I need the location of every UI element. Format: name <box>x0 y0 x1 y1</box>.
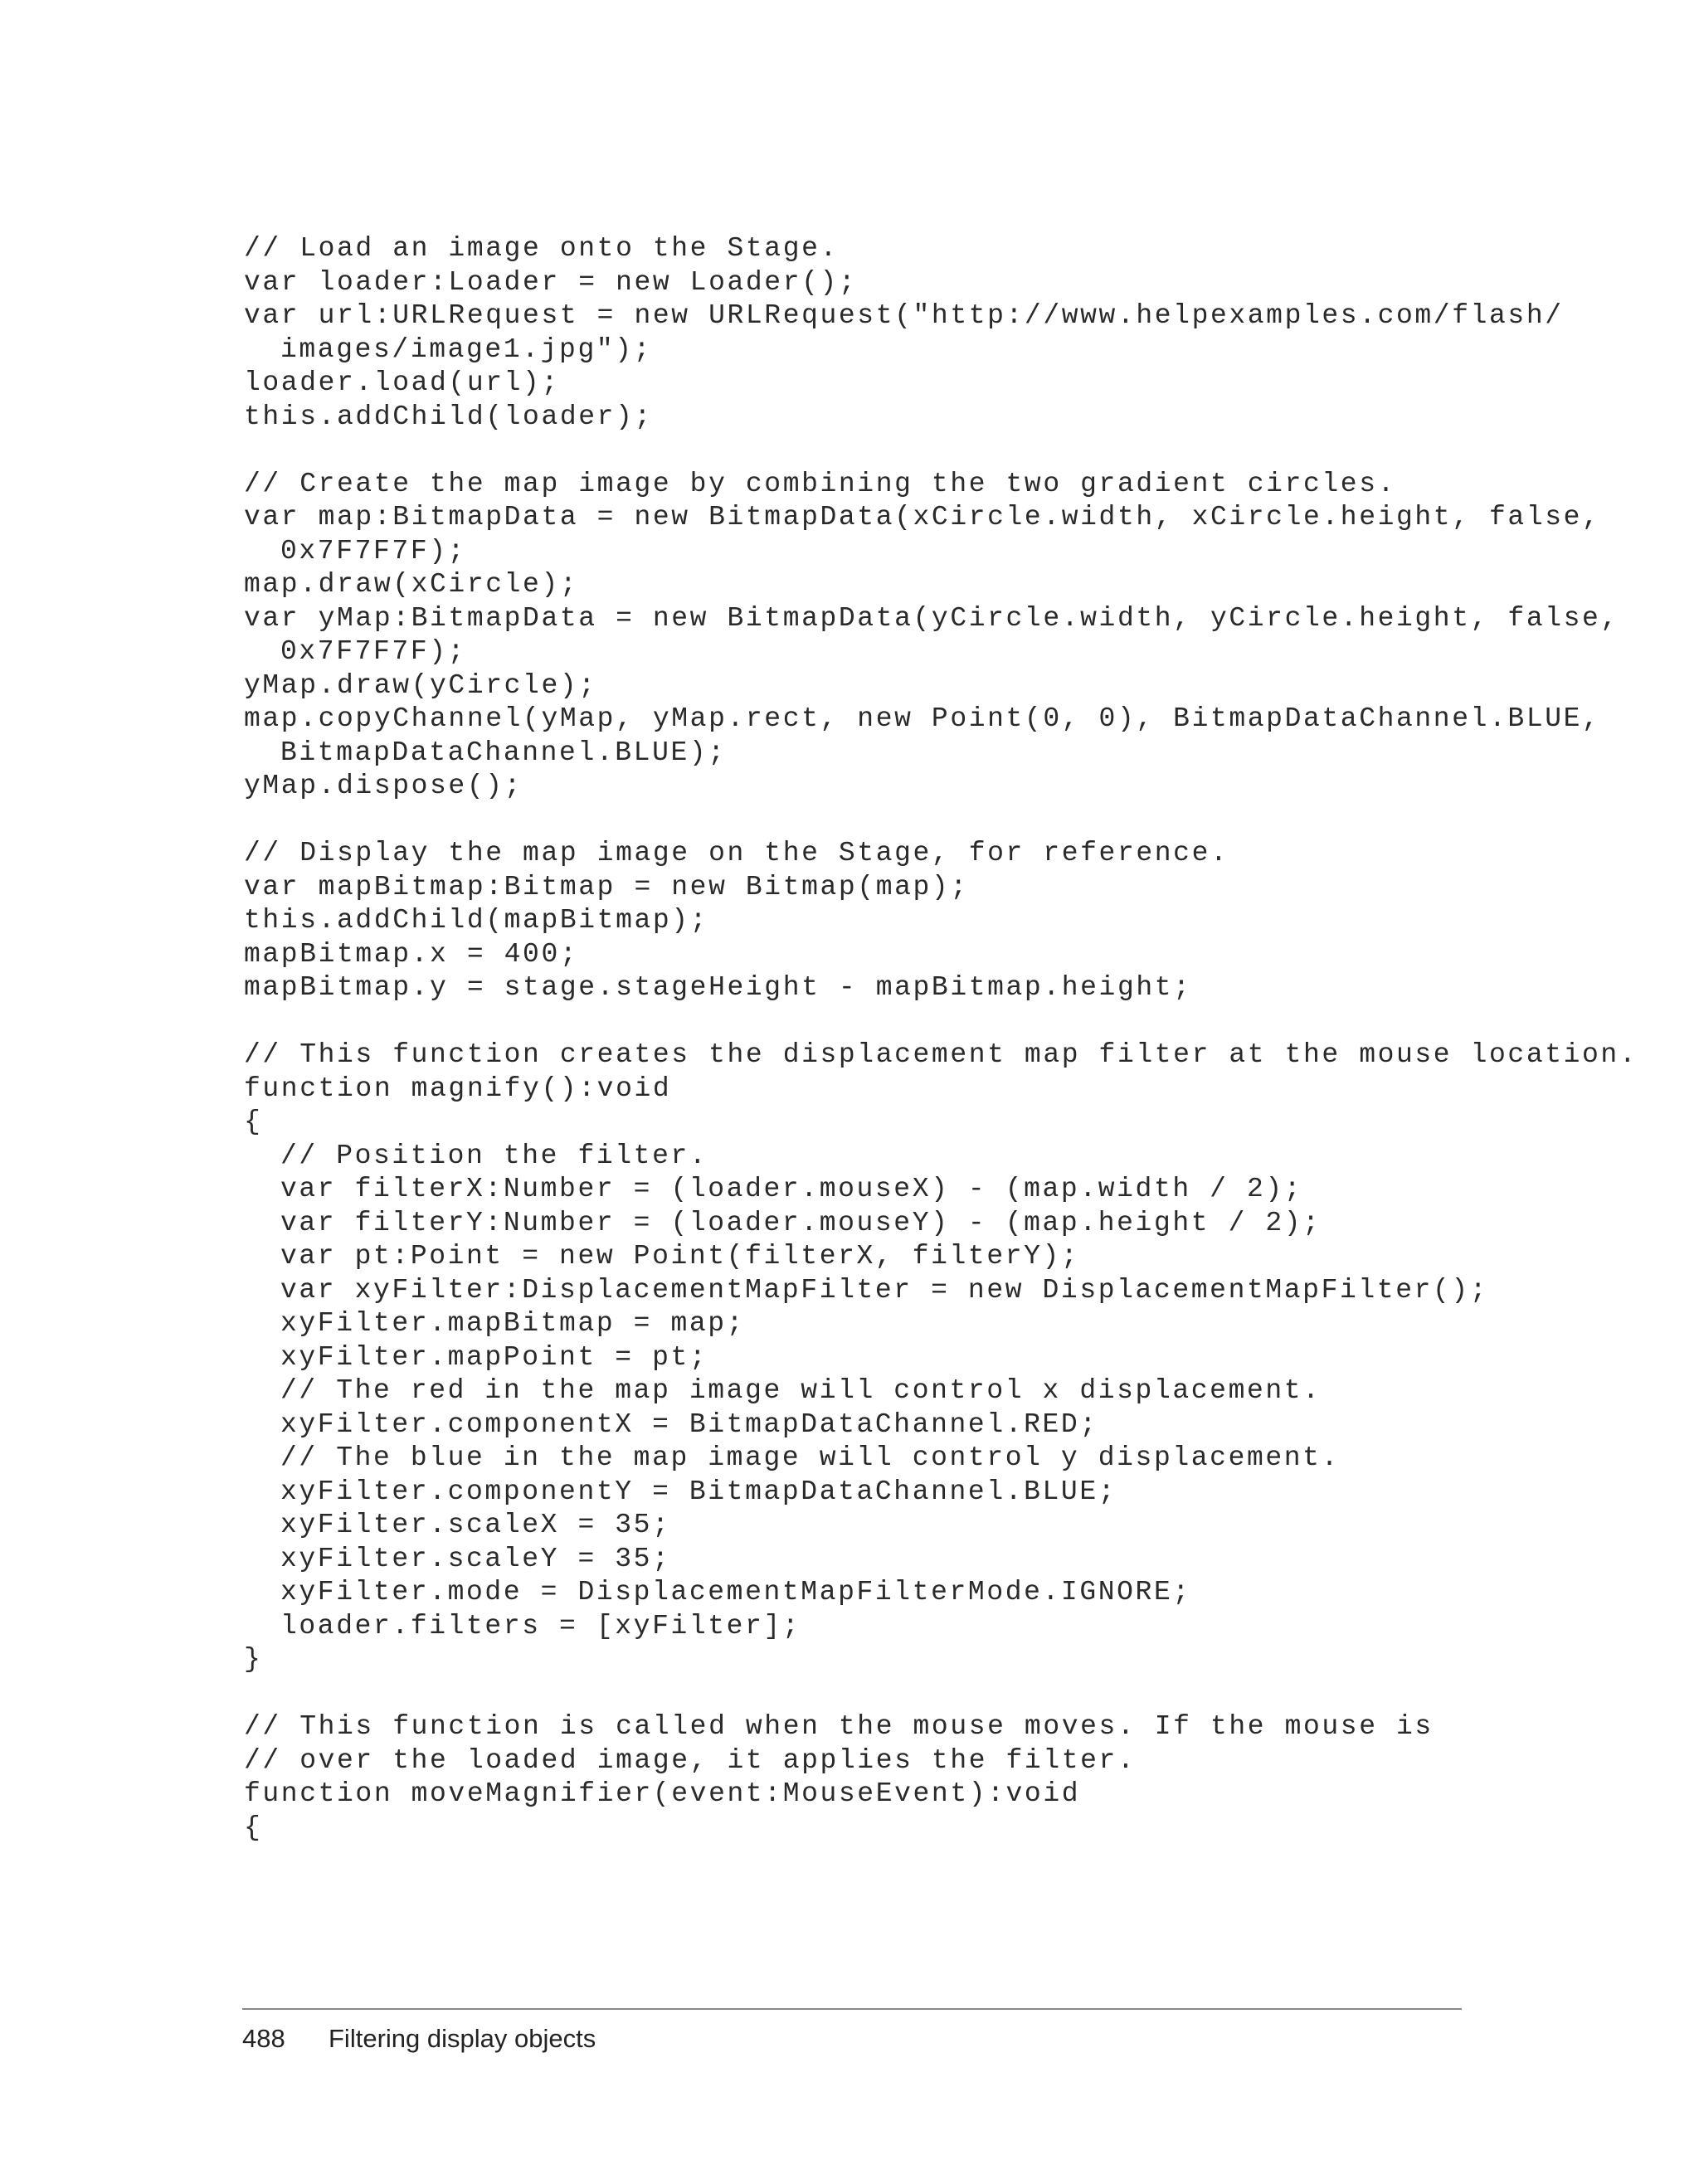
code-blank-line <box>244 1677 1472 1711</box>
code-line: map.draw(xCircle); <box>244 569 579 600</box>
code-line: var filterY:Number = (loader.mouseY) - (map.height / 2); <box>280 1207 1322 1238</box>
code-line: var yMap:BitmapData = new BitmapData(yCircle.width, yCircle.height, false, <box>244 602 1619 634</box>
code-line: images/image1.jpg"); <box>280 333 653 365</box>
code-line: mapBitmap.x = 400; <box>244 938 579 970</box>
code-line: map.copyChannel(yMap, yMap.rect, new Point(0, 0), BitmapDataChannel.BLUE, <box>244 703 1601 734</box>
code-blank-line <box>244 804 1472 838</box>
code-line: 0x7F7F7F); <box>280 535 467 567</box>
page-number: 488 <box>242 2024 285 2053</box>
code-line: xyFilter.mapPoint = pt; <box>280 1341 708 1373</box>
code-line: this.addChild(mapBitmap); <box>244 905 709 936</box>
code-line: var pt:Point = new Point(filterX, filterY); <box>280 1241 1080 1272</box>
code-line: // This function creates the displacement map filter at the mouse location. <box>244 1039 1638 1070</box>
code-line: var filterX:Number = (loader.mouseX) - (map.width / 2); <box>280 1174 1303 1204</box>
code-line: this.addChild(loader); <box>244 401 653 432</box>
code-line: // Load an image onto the Stage. <box>244 233 839 264</box>
footer-divider <box>242 2008 1462 2010</box>
code-line: xyFilter.componentY = BitmapDataChannel.BLUE; <box>280 1476 1117 1507</box>
code-line: { <box>244 1107 263 1137</box>
code-line: xyFilter.scaleY = 35; <box>280 1543 671 1574</box>
footer-section-title: Filtering display objects <box>329 2024 596 2053</box>
code-line: // The blue in the map image will control y displacement. <box>280 1442 1340 1473</box>
page-footer <box>242 2024 596 2054</box>
code-line: // This function is called when the mouse moves. If the mouse is <box>244 1711 1434 1742</box>
code-line: // over the loaded image, it applies the filter. <box>244 1744 1137 1776</box>
code-listing <box>244 232 1638 1845</box>
code-line: xyFilter.scaleX = 35; <box>280 1510 671 1540</box>
code-line: function moveMagnifier(event:MouseEvent):void <box>244 1778 1081 1809</box>
code-blank-line <box>244 434 1472 468</box>
code-line: loader.filters = [xyFilter]; <box>280 1610 801 1642</box>
code-line: var loader:Loader = new Loader(); <box>244 266 858 298</box>
code-line: { <box>244 1812 263 1843</box>
code-line: var xyFilter:DisplacementMapFilter = new DisplacementMapFilter(); <box>280 1274 1489 1306</box>
code-line: xyFilter.mode = DisplacementMapFilterMode.IGNORE; <box>280 1577 1191 1608</box>
code-line: function magnify():void <box>244 1073 672 1104</box>
code-line: 0x7F7F7F); <box>280 636 467 667</box>
code-line: var map:BitmapData = new BitmapData(xCircle.width, xCircle.height, false, <box>244 502 1601 533</box>
code-blank-line <box>244 1005 1472 1039</box>
code-line: // Position the filter. <box>280 1140 708 1171</box>
code-line: var mapBitmap:Bitmap = new Bitmap(map); <box>244 871 969 902</box>
code-line: BitmapDataChannel.BLUE); <box>280 737 727 768</box>
code-line: xyFilter.mapBitmap = map; <box>280 1308 746 1339</box>
code-line: // The red in the map image will control x displacement. <box>280 1375 1322 1406</box>
code-line: // Create the map image by combining the two gradient circles. <box>244 468 1396 499</box>
code-line: mapBitmap.y = stage.stageHeight - mapBitmap.height; <box>244 972 1192 1003</box>
code-line: var url:URLRequest = new URLRequest("http://www.helpexamples.com/flash/ <box>244 300 1564 331</box>
code-line: loader.load(url); <box>244 367 560 398</box>
code-line: // Display the map image on the Stage, for reference. <box>244 838 1229 868</box>
code-line: yMap.draw(yCircle); <box>244 669 597 701</box>
code-line: } <box>244 1644 263 1675</box>
code-line: xyFilter.componentX = BitmapDataChannel.RED; <box>280 1408 1098 1440</box>
code-line: yMap.dispose(); <box>244 771 523 801</box>
